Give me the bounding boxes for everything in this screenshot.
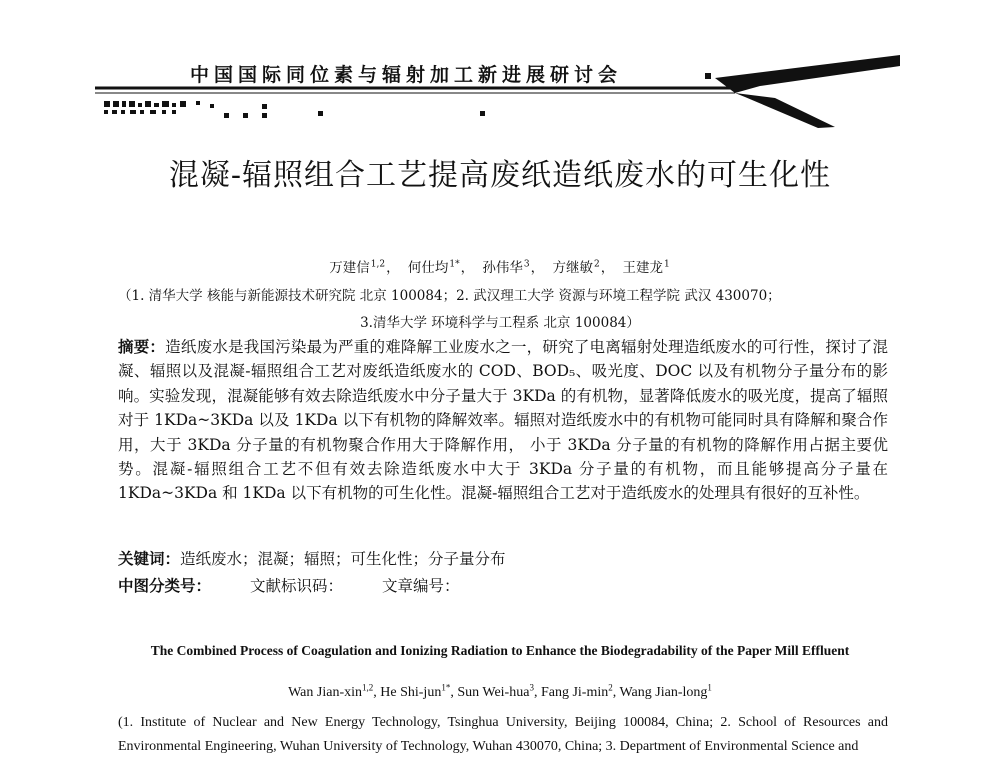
- header-dot-pattern: [104, 101, 485, 118]
- keywords-text: 造纸废水；混凝；辐照；可生化性；分子量分布: [180, 550, 506, 568]
- doc-code-label: 文献标识码：: [250, 577, 344, 595]
- author-cn: 方继敏$^2$，: [552, 259, 615, 276]
- english-title: The Combined Process of Coagulation and Ionizing Radiation to Enhance the Biodegradability of the Paper Mill Effluent: [150, 643, 850, 658]
- author-cn: 何仕均$^{1*}$，: [407, 259, 475, 276]
- author-en: Sun Wei-hua$^3$,: [457, 682, 541, 700]
- authors-en: [0, 682, 1000, 701]
- author-cn: 万建信$^{1,2}$，: [329, 259, 400, 276]
- author-cn: 孙伟华$^3$，: [482, 259, 545, 276]
- affiliations-en: (1. Institute of Nuclear and New Energy Technology, Tsinghua University, Beijing 100084, China; 2. School of Resources and Environmental Engineering, Wuhan University of Technology, Wuhan 430070, China; 3. Department of Environmental Science and: [118, 715, 888, 754]
- keywords-label: 关键词：: [118, 549, 181, 568]
- header-dot: [705, 73, 711, 79]
- affiliation-cn-line2: 3.清华大学 环境科学与工程系 北京 100084）: [360, 315, 640, 331]
- author-en: He Shi-jun$^{1*}$,: [380, 682, 458, 700]
- affiliation-cn-line1: （1. 清华大学 核能与新能源技术研究院 北京 100084；2. 武汉理工大学 资源与环境工程学院 武汉 430070；: [118, 288, 781, 304]
- author-cn: 王建龙$^1$: [622, 259, 670, 276]
- author-en: Fang $Ji-\min^2$,: [540, 682, 620, 700]
- abstract-label: 摘要：: [118, 337, 166, 356]
- header-swoosh-lower: [735, 93, 835, 128]
- abstract-cn: [118, 335, 888, 506]
- author-en: Wang Jian-long$^1$: [619, 682, 712, 700]
- author-en: Wan Jian-xin$^{1,2}$,: [288, 682, 381, 700]
- classification-line: [118, 574, 460, 596]
- authors-cn: [0, 256, 1000, 276]
- clc-label: 中图分类号：: [118, 576, 212, 595]
- paper-title: 混凝-辐照组合工艺提高废纸造纸废水的可生化性: [168, 158, 832, 193]
- header-swoosh-upper: [715, 55, 900, 93]
- conference-name: 中国国际同位素与辐射加工新进展研讨会: [190, 64, 623, 86]
- keywords-cn: [118, 547, 506, 569]
- article-no-label: 文章编号：: [382, 577, 460, 595]
- abstract-text: 造纸废水是我国污染最为严重的难降解工业废水之一，研究了电离辐射处理造纸废水的可行性，探讨了混凝、辐照以及混凝-辐照组合工艺对废纸造纸废水的 COD、BOD₅、吸光度、DOC 以及有机物分子量分布的影响。实验发现，混凝能够有效去除造纸废水中分子量大于 3KDa 的有机物，显著降低废水的吸光度，提高了辐照对于 1KDa~3KDa 以及 1KDa 以下有机物的降解效率。辐照对造纸废水中的有机物可能同时具有降解和聚合作用，大于 3KDa 分子量的有机物聚合作用大于降解作用， 小于 3KDa 分子量的有机物的降解作用占据主要优势。混凝-辐照组合工艺不但有效去除造纸废水中大于 3KDa 分子量的有机物，而且能够提高分子量在 1KDa~3KDa 和 1KDa 以下有机物的可生化性。混凝-辐照组合工艺对于造纸废水的处理具有很好的互补性。: [118, 338, 888, 503]
